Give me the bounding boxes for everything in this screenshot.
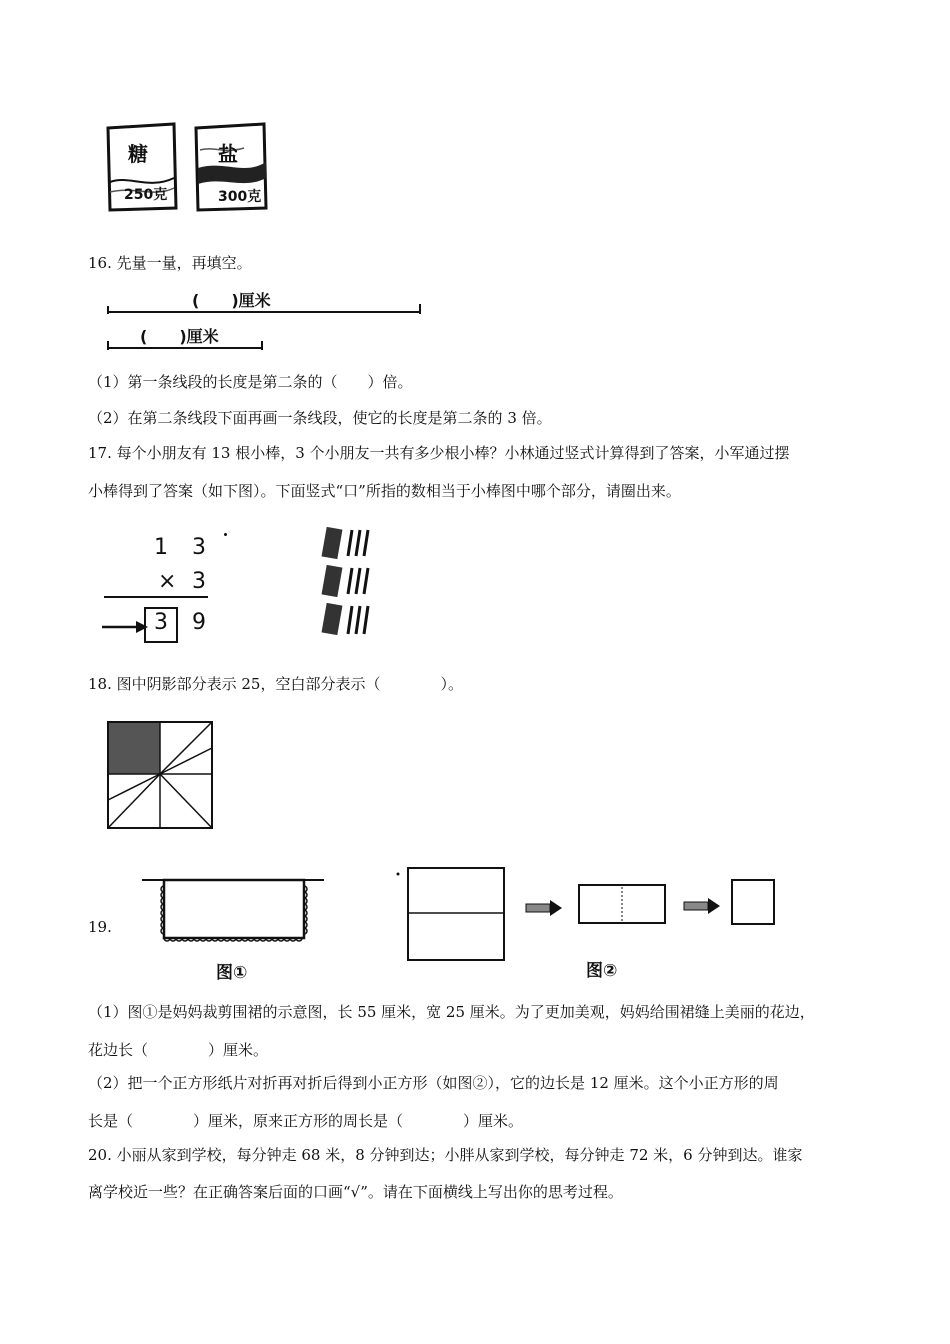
q16-segments: [104, 286, 434, 356]
calc-result-tens: 3: [154, 610, 168, 635]
fold-arrow-icon-2: [684, 898, 720, 914]
calc-rule: [104, 596, 208, 598]
segment2-label: ( )厘米: [140, 327, 219, 346]
shaded-square: [106, 720, 214, 832]
q16-sub1: （1）第一条线段的长度是第二条的（ ）倍。: [88, 373, 413, 391]
q18-square-figure: [106, 720, 214, 832]
fig2-caption: 图②: [586, 961, 618, 981]
q19-number: 19.: [88, 918, 112, 936]
q17-line1: 17. 每个小朋友有 13 根小棒，3 个小朋友一共有多少根小棒？小林通过竖式计算得到了答案，小军通过摆: [88, 444, 790, 462]
segment1-label: ( )厘米: [192, 291, 271, 310]
bag-figure: [104, 120, 274, 215]
sticks-illustration: [318, 522, 388, 640]
calc-result-ones: 9: [192, 610, 206, 635]
apron-diagram: [140, 872, 330, 944]
calc-top-tens: 1: [154, 535, 168, 560]
q17-line2: 小棒得到了答案（如下图）。下面竖式“口”所指的数相当于小棒图中哪个部分，请圈出来。: [88, 482, 681, 500]
q16-sub2: （2）在第二条线段下面再画一条线段，使它的长度是第二条的 3 倍。: [88, 409, 552, 427]
bag1-label: 糖: [128, 142, 148, 166]
q20-line1: 20. 小丽从家到学校，每分钟走 68 米，8 分钟到达；小胖从家到学校，每分钟走 72 米，6 分钟到达。谁家: [88, 1146, 803, 1164]
q19-sub1-line2: 花边长（ ）厘米。: [88, 1041, 269, 1059]
q18-text: 18. 图中阴影部分表示 25，空白部分表示（ ）。: [88, 675, 463, 693]
apron-figure: [140, 872, 330, 982]
calc-dot: [224, 533, 227, 536]
q19-sub2-line2: 长是（ ）厘米，原来正方形的周长是（ ）厘米。: [88, 1112, 524, 1130]
folding-figure: [396, 866, 786, 982]
fig1-caption: 图①: [216, 963, 248, 983]
bag1-weight: 250克: [124, 187, 168, 203]
bag2-label: 盐: [218, 142, 238, 166]
q19-sub2-line1: （2）把一个正方形纸片对折再对折后得到小正方形（如图②），它的边长是 12 厘米。这个小正方形的周: [88, 1074, 779, 1092]
vertical-calculation: [100, 525, 250, 645]
calc-multiplier: 3: [192, 569, 206, 594]
q16-title: 16. 先量一量，再填空。: [88, 254, 252, 272]
q20-line2: 离学校近一些？在正确答案后面的口画“√”。请在下面横线上写出你的思考过程。: [88, 1183, 623, 1201]
sticks-figure: [318, 522, 388, 640]
calc-times: ×: [158, 569, 177, 594]
bag2-weight: 300克: [218, 189, 262, 205]
calc-top-ones: 3: [192, 535, 206, 560]
fold-arrow-icon: [526, 900, 562, 916]
q19-sub1-line1: （1）图①是妈妈裁剪围裙的示意图，长 55 厘米，宽 25 厘米。为了更加美观，妈妈给围裙缝上美丽的花边，: [88, 1003, 815, 1021]
folding-diagram: [396, 866, 786, 966]
